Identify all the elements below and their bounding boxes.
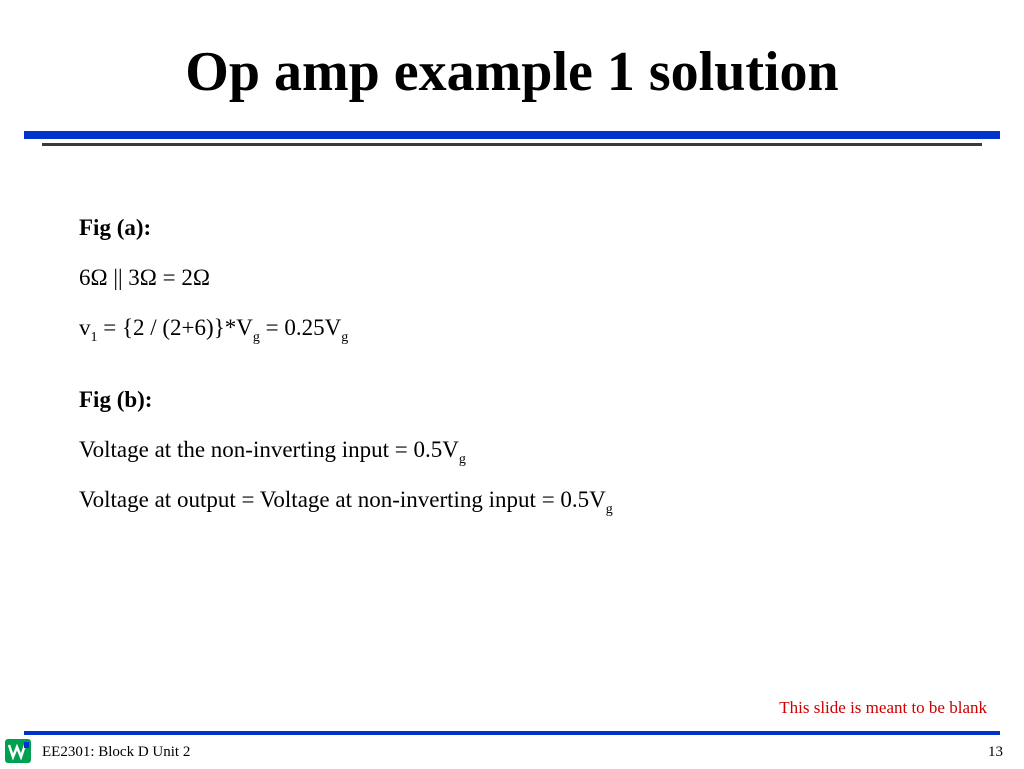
footer-course-label: EE2301: Block D Unit 2 bbox=[42, 744, 191, 760]
fig-b-noninverting-voltage: Voltage at the non-inverting input = $0.5V_g$ bbox=[79, 437, 466, 467]
university-logo-icon bbox=[4, 738, 32, 764]
blank-slide-note: This slide is meant to be blank bbox=[779, 698, 987, 717]
fig-a-v1-equation: $v_1 = \{2 / (2+6)\}*V_g = 0.25V_g$ bbox=[79, 315, 349, 345]
title-underline-blue bbox=[24, 131, 1000, 139]
title-underline-dark bbox=[42, 143, 982, 146]
fig-a-parallel-resistance: 6Ω || 3Ω = 2Ω bbox=[79, 265, 210, 290]
footer-rule bbox=[24, 731, 1000, 735]
page-number: 13 bbox=[988, 744, 1003, 760]
slide-title: Op amp example 1 solution bbox=[185, 41, 839, 103]
fig-b-output-voltage: Voltage at output = Voltage at non-inverting input = $0.5V_g$ bbox=[79, 487, 613, 517]
slide-body bbox=[79, 212, 613, 534]
fig-b-heading: Fig (b): bbox=[79, 387, 153, 412]
fig-a-heading: Fig (a): bbox=[79, 215, 152, 240]
